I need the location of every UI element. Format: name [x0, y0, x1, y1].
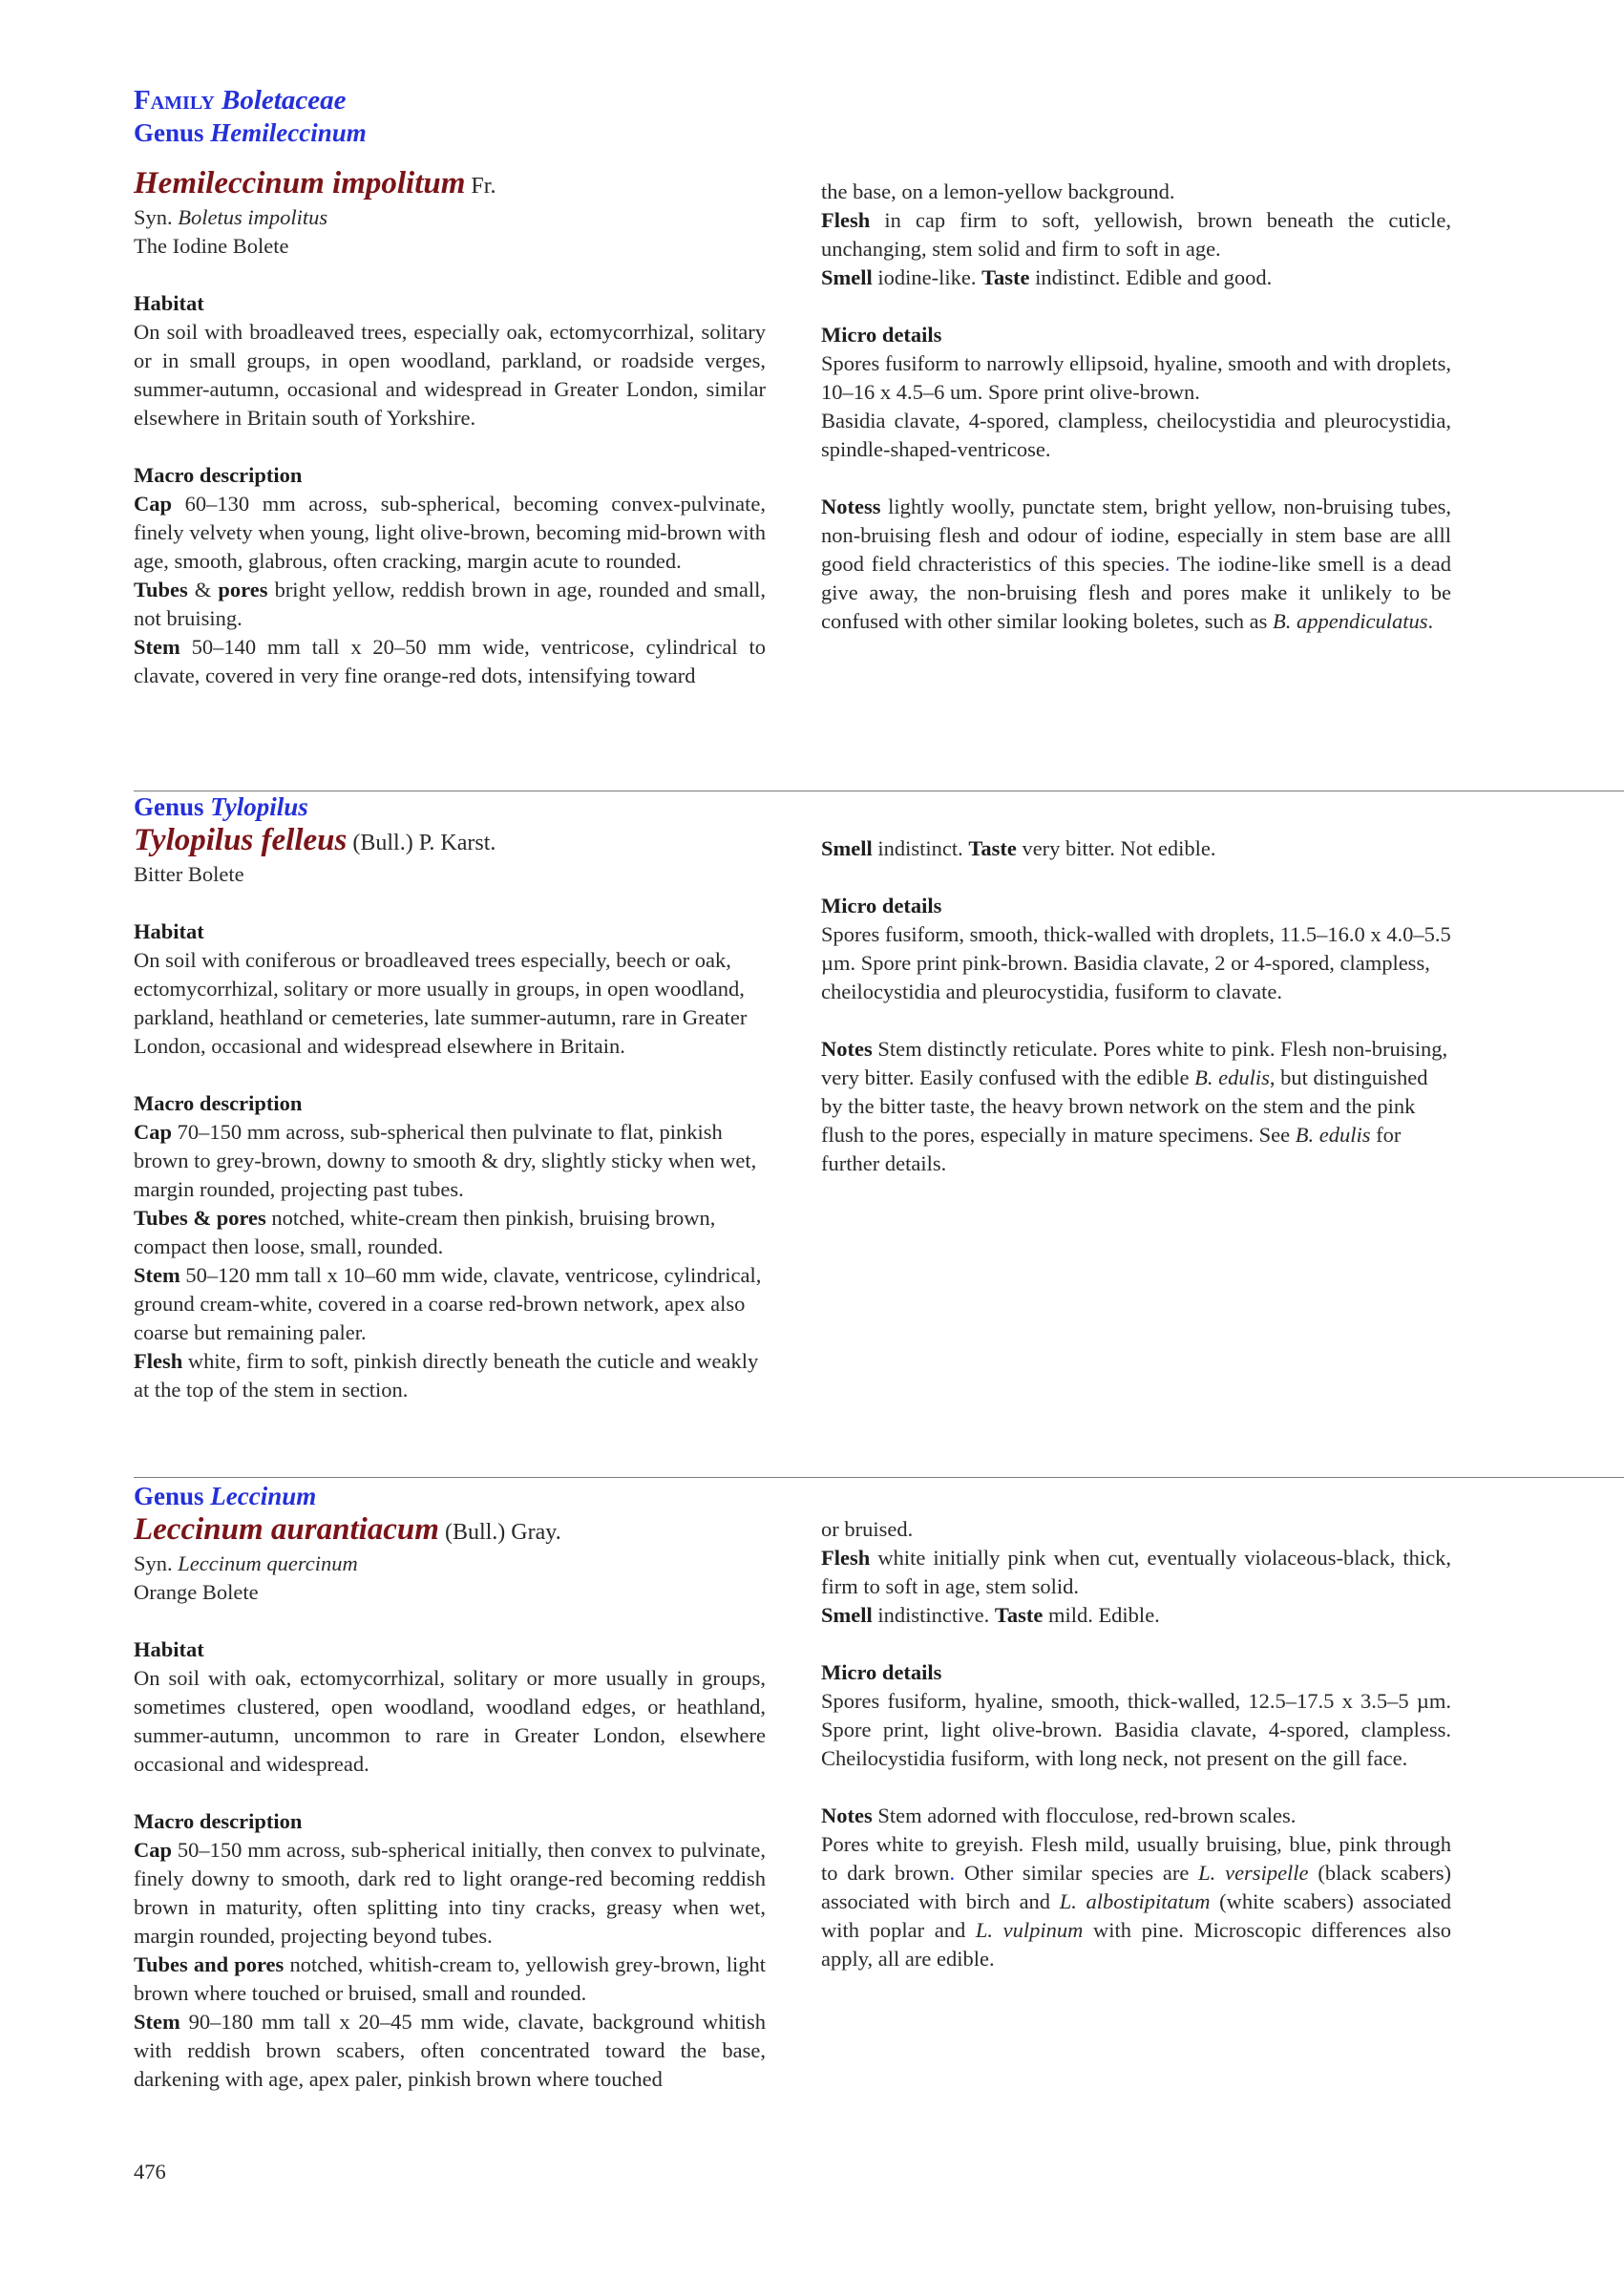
cap-text: Cap 50–150 mm across, sub-spherical initially, then convex to pulvinate, finely downy to smooth, dark red to light orange-red becoming reddish brown in maturity, often splitting into tiny cracks, greasy when wet, margin rounded, projecting beyond tubes. — [134, 1838, 766, 1948]
notes-text: Notes Stem distinctly reticulate. Pores white to pink. Flesh non-bruising, very bitter. Easily confused with the edible B. edulis, but distinguished by the bitter taste, the heavy brown network on the stem and the pink flush to the pores, especially in mature specimens. See B. edulis for further details. — [821, 1037, 1448, 1175]
notes-text: Notess lightly woolly, punctate stem, bright yellow, non-bruising tubes, non-bruising flesh and odour of iodine, especially in stem base are alll good field chracteristics of this species. The iodine-like smell is a dead give away, the non-bruising flesh and pores make it unlikely to be confused with other similar looking boletes, such as B. appendiculatus. — [821, 495, 1451, 633]
stem-text: Stem 50–140 mm tall x 20–50 mm wide, ventricose, cylindrical to clavate, covered in very fine orange-red dots, intensifying toward — [134, 635, 767, 687]
habitat-text: On soil with coniferous or broadleaved trees especially, beech or oak, ectomycorrhizal, solitary or more usually in groups, in open woodland, parkland, heathland or cemeteries, late summer-autumn, rare in Greater London, occasional and widespread elsewhere in Britain. — [134, 948, 748, 1058]
smell-taste-text: Smell iodine-like. Taste indistinct. Edible and good. — [821, 265, 1273, 289]
micro-text: Spores fusiform, smooth, thick-walled with droplets, 11.5–16.0 x 4.0–5.5 µm. Spore print pink-brown. Basidia clavate, 2 or 4-spored, clampless, cheilocystidia and pleurocystidia, fusiform to clavate. — [821, 922, 1451, 1003]
macro-heading: Macro description — [134, 1809, 303, 1833]
flesh-text: Flesh white initially pink when cut, eventually violaceous-black, thick, firm to soft in age, stem solid. — [821, 1546, 1452, 1598]
habitat-heading: Habitat — [134, 1637, 204, 1661]
micro-text: Spores fusiform to narrowly ellipsoid, hyaline, smooth and with droplets, 10–16 x 4.5–6 um. Spore print olive-brown. — [821, 351, 1451, 404]
micro-heading: Micro details — [821, 1660, 942, 1684]
tubes-text: Tubes and pores notched, whitish-cream to, yellowish grey-brown, light brown where touched or bruised, small and rounded. — [134, 1952, 767, 2005]
section-tylopilus-left — [134, 791, 766, 1404]
family-heading: Family Boletaceae — [134, 85, 347, 116]
habitat-heading: Habitat — [134, 291, 204, 315]
micro-heading: Micro details — [821, 894, 942, 918]
habitat-text: On soil with broadleaved trees, especially oak, ectomycorrhizal, solitary or in small groups, in open woodland, parkland, or roadside verges, summer-autumn, occasional and widespread in Greater London, similar elsewhere in Britain south of Yorkshire. — [134, 320, 766, 430]
macro-heading: Macro description — [134, 1091, 303, 1115]
micro-text: Spores fusiform, hyaline, smooth, thick-walled, 12.5–17.5 x 3.5–5 µm. Spore print, light olive-brown. Basidia clavate, 4-spored, clampless. Cheilocystidia fusiform, with long neck, not present on the gill face. — [821, 1689, 1451, 1770]
cap-text: Cap 70–150 mm across, sub-spherical then pulvinate to flat, pinkish brown to grey-brown, downy to smooth & dry, slightly sticky when wet, margin rounded, projecting past tubes. — [134, 1120, 757, 1201]
tubes-text: Tubes & pores bright yellow, reddish brown in age, rounded and small, not bruising. — [134, 578, 766, 630]
section-divider — [134, 1477, 1624, 1478]
smell-taste-text: Smell indistinct. Taste very bitter. Not edible. — [821, 836, 1216, 860]
smell-taste-text: Smell indistinctive. Taste mild. Edible. — [821, 1603, 1160, 1627]
flesh-text: Flesh in cap firm to soft, yellowish, brown beneath the cuticle, unchanging, stem solid and firm to soft in age. — [821, 208, 1451, 261]
genus-heading: Genus Tylopilus — [134, 792, 308, 821]
synonym: Syn. Boletus impolitus — [134, 205, 328, 229]
species-title: Hemileccinum impolitum Fr. — [134, 166, 496, 200]
stem-continued: the base, on a lemon-yellow background. — [821, 179, 1175, 203]
synonym: Syn. Leccinum quercinum — [134, 1551, 358, 1575]
genus-heading: Genus Leccinum — [134, 1482, 317, 1510]
notes-text: Notes Stem adorned with flocculose, red-brown scales. — [821, 1803, 1297, 1827]
section-hemileccinum-left — [134, 84, 766, 690]
habitat-text: On soil with oak, ectomycorrhizal, solitary or more usually in groups, sometimes clustered, open woodland, woodland edges, or heathland, summer-autumn, uncommon to rare in Greater London, elsewhere occasional and widespread. — [134, 1666, 766, 1776]
stem-continued: or bruised. — [821, 1517, 914, 1541]
species-title: Tylopilus felleus (Bull.) P. Karst. — [134, 823, 496, 857]
notes-text-continued: Pores white to greyish. Flesh mild, usually bruising, blue, pink through to dark brown. Other similar species are L. versipelle (black scabers) associated with birch and L. albostipitatum (white scabers) associated with poplar and L. vulpinum with pine. Microscopic differences also apply, all are edible. — [821, 1832, 1452, 1971]
tubes-text: Tubes & pores notched, white-cream then pinkish, bruising brown, compact then loose, small, rounded. — [134, 1206, 716, 1258]
section-leccinum-left — [134, 1480, 766, 2094]
genus-heading: Genus Hemileccinum — [134, 118, 367, 147]
section-tylopilus-right — [821, 834, 1451, 1178]
stem-text: Stem 90–180 mm tall x 20–45 mm wide, clavate, background whitish with reddish brown scabers, often concentrated toward the base, darkening with age, apex paler, pinkish brown where touched — [134, 2010, 767, 2091]
macro-heading: Macro description — [134, 463, 303, 487]
habitat-heading: Habitat — [134, 919, 204, 943]
section-leccinum-right — [821, 1515, 1451, 1973]
common-name: Bitter Bolete — [134, 862, 244, 886]
common-name: Orange Bolete — [134, 1580, 259, 1604]
page-number: 476 — [134, 2160, 166, 2183]
cap-text: Cap 60–130 mm across, sub-spherical, becoming convex-pulvinate, finely velvety when young, light olive-brown, becoming mid-brown with age, smooth, glabrous, often cracking, margin acute to rounded. — [134, 492, 767, 573]
micro-heading: Micro details — [821, 323, 942, 347]
micro-text-basidia: Basidia clavate, 4-spored, clampless, cheilocystidia and pleurocystidia, spindle-shaped-ventricose. — [821, 409, 1451, 461]
common-name: The Iodine Bolete — [134, 234, 289, 258]
flesh-text: Flesh white, firm to soft, pinkish directly beneath the cuticle and weakly at the top of the stem in section. — [134, 1349, 759, 1402]
stem-text: Stem 50–120 mm tall x 10–60 mm wide, clavate, ventricose, cylindrical, ground cream-white, covered in a coarse red-brown network, apex also coarse but remaining paler. — [134, 1263, 762, 1344]
section-hemileccinum-right — [821, 178, 1451, 636]
species-title: Leccinum aurantiacum (Bull.) Gray. — [134, 1512, 561, 1547]
